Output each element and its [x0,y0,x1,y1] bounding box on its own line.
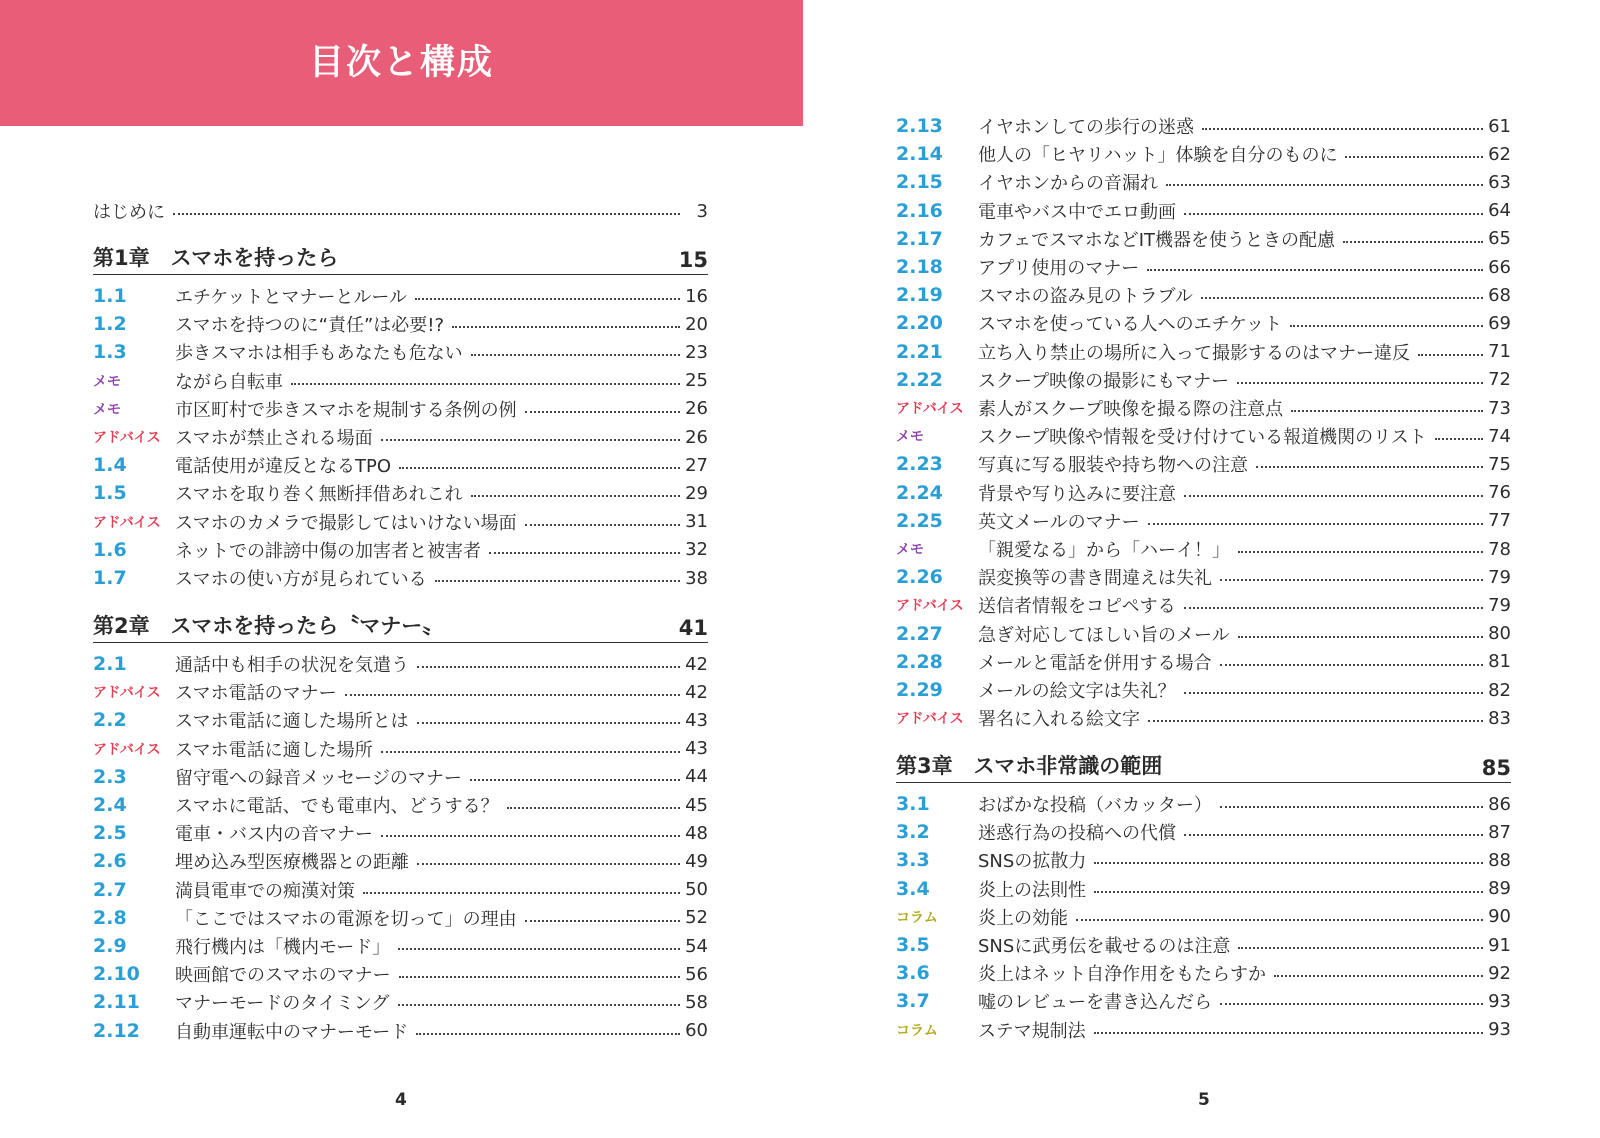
leader-dots [173,213,680,215]
entry-title: イヤホンしての歩行の迷惑 [978,117,1194,138]
intro-title: はじめに [93,202,165,223]
toc-entry[interactable] [896,450,1511,478]
entry-number: 2.24 [896,481,943,504]
entry-number: 2.17 [896,227,943,250]
leader-dots [1184,213,1483,215]
entry-title: スマホを取り巻く無断拝借あれこれ [175,484,463,506]
leader-dots [1166,184,1483,186]
toc-entry[interactable] [896,931,1511,959]
toc-entry[interactable] [896,676,1511,704]
entry-number: 1.3 [93,341,127,364]
entry-title: 迷惑行為の投稿への代償 [978,823,1176,845]
leader-dots [525,411,680,413]
entry-number: アドバイス [896,401,964,417]
entry-number: 2.15 [896,171,943,194]
chapter-heading-2[interactable] [93,612,708,643]
leader-dots [1237,382,1483,384]
entry-page: 42 [685,653,708,675]
toc-entry[interactable] [93,735,708,763]
entry-title: 写真に写る服装や持ち物への注意 [978,455,1248,477]
entry-number: 2.26 [896,566,943,589]
toc-entry[interactable] [896,507,1511,535]
leader-dots [398,1004,680,1006]
entry-title: スマホが禁止される場面 [175,428,373,449]
entry-page: 42 [685,681,708,703]
toc-entry[interactable] [93,423,708,451]
entry-page: 89 [1488,878,1511,900]
entry-title: 炎上はネット自浄作用をもたらすか [978,964,1266,986]
leader-dots [507,807,680,809]
entry-number: 1.6 [93,538,127,561]
entry-number: 1.5 [93,482,127,505]
leader-dots [1094,891,1483,893]
toc-entry[interactable] [93,791,708,819]
entry-title: 電車やバス中でエロ動画 [978,201,1176,223]
entry-number: 1.4 [93,454,127,477]
toc-entry[interactable] [896,253,1511,281]
entry-page: 64 [1488,200,1511,222]
entry-number: 2.4 [93,794,127,816]
leader-dots [471,354,680,356]
intro-page: 3 [696,200,708,222]
entry-title: 電車・バス内の音マナー [175,824,373,846]
page-number-right: 5 [1198,1090,1210,1110]
leader-dots [1274,975,1483,977]
entry-number: 1.2 [93,313,127,336]
toc-entry[interactable] [896,620,1511,648]
entry-number: 2.28 [896,650,943,673]
leader-dots [452,326,680,328]
entry-page: 87 [1488,821,1511,843]
entry-page: 38 [685,567,708,589]
entry-page: 29 [685,482,708,504]
toc-entry[interactable] [93,282,708,310]
leader-dots [416,1033,680,1035]
entry-page: 44 [685,766,708,788]
leader-dots [1202,128,1483,130]
leader-dots [1148,720,1483,722]
entry-page: 16 [685,285,708,307]
entry-number: アドバイス [93,741,161,758]
toc-entry[interactable] [93,678,708,706]
entry-title: 急ぎ対応してほしい旨のメール [978,624,1230,646]
entry-title: 満員電車での痴漢対策 [175,880,355,902]
entry-number: 3.6 [896,962,930,985]
entry-page: 90 [1488,906,1511,928]
toc-entry[interactable] [93,564,708,592]
toc-entry[interactable] [896,394,1511,422]
entry-title: 炎上の法則性 [978,879,1086,901]
entry-page: 43 [685,709,708,731]
leader-dots [417,666,680,668]
toc-entry[interactable] [896,846,1511,874]
entry-number: 2.22 [896,368,943,391]
entry-page: 79 [1488,566,1511,588]
chapter-title: 第1章 スマホを持ったら [93,246,339,270]
entry-title: 埋め込み型医療機器との距離 [175,852,409,874]
entry-number: 3.7 [896,990,930,1013]
entry-title: スマホの使い方が見られている [175,569,427,590]
entry-number: アドバイス [896,598,964,615]
entry-number: 2.14 [896,143,943,166]
entry-title: 立ち入り禁止の場所に入って撮影するのはマナー違反 [978,342,1410,364]
leader-dots [1290,325,1483,327]
chapter-page: 15 [678,248,708,272]
entry-number: 2.16 [896,199,943,222]
entry-title: 英文メールのマナー [978,511,1140,533]
entry-title: ながら自転車 [175,371,283,393]
entry-page: 88 [1488,849,1511,871]
entry-number: コラム [896,1022,938,1039]
entry-number: 2.25 [896,509,943,532]
entry-page: 32 [685,539,708,561]
entry-number: メモ [896,542,924,558]
toc-entry[interactable] [93,536,708,564]
entry-title: スクープ映像の撮影にもマナー [978,370,1230,392]
entry-title: 「親愛なる」から「ハーイ！」 [978,540,1230,561]
toc-entry[interactable] [896,535,1511,563]
entry-number: コラム [896,909,938,926]
toc-entry[interactable] [93,508,708,536]
chapter-heading-3[interactable] [896,752,1511,783]
leader-dots [1184,495,1483,497]
entry-title: スマホ電話のマナー [175,683,337,705]
toc-entry[interactable] [93,706,708,734]
entry-title: 炎上の効能 [978,907,1068,929]
leader-dots [1238,636,1483,638]
entry-title: スマホ電話に適した場所とは [175,711,409,733]
entry-page: 79 [1488,594,1511,616]
entry-title: メールの絵文字は失礼？ [978,681,1176,702]
entry-title: マナーモードのタイミング [175,993,390,1015]
entry-page: 63 [1488,171,1511,193]
chapter-title: 第2章 スマホを持ったら〝マナー〟 [93,614,444,638]
entry-page: 69 [1488,312,1511,334]
entry-page: 92 [1488,962,1511,984]
entry-number: 2.20 [896,312,943,335]
entry-number: 2.5 [93,822,127,845]
toc-entry[interactable] [896,648,1511,676]
leader-dots [1076,919,1483,921]
entry-page: 74 [1488,425,1511,447]
entry-title: 留守電への録音メッセージのマナー [175,767,462,789]
entry-page: 58 [685,991,708,1013]
entry-number: 3.1 [896,793,930,815]
leader-dots [415,298,680,300]
leader-dots [1238,947,1483,949]
leader-dots [381,439,680,441]
leader-dots [1184,607,1483,609]
leader-dots [1220,664,1483,666]
leader-dots [1201,297,1483,299]
leader-dots [1418,354,1483,356]
entry-title: スマホを持つのに“責任”は必要!? [175,315,445,337]
entry-number: 1.1 [93,285,127,307]
leader-dots [381,835,680,837]
leader-dots [399,976,680,978]
entry-number: 2.10 [93,963,140,986]
leader-dots [1094,862,1483,864]
entry-page: 78 [1488,538,1511,560]
entry-page: 61 [1488,115,1511,137]
entry-number: 2.11 [93,991,140,1014]
entry-number: 2.29 [896,679,943,701]
entry-page: 77 [1488,510,1511,532]
toc-entry[interactable] [896,818,1511,846]
entry-number: 2.7 [93,878,127,901]
entry-title: スマホに電話、でも電車内、どうする？ [175,796,499,817]
toc-entry[interactable] [896,959,1511,987]
toc-entry[interactable] [93,847,708,875]
toc-entry[interactable] [896,168,1511,196]
toc-entry[interactable] [896,225,1511,253]
leader-dots [525,920,680,922]
entry-page: 62 [1488,143,1511,165]
entry-title: スマホを使っている人へのエチケット [978,314,1283,336]
toc-entry[interactable] [896,479,1511,507]
chapter-title: 第3章 スマホ非常識の範囲 [896,754,1163,778]
entry-page: 56 [685,963,708,985]
leader-dots [345,694,680,696]
entry-page: 68 [1488,284,1511,306]
leader-dots [1184,692,1483,694]
toc-entry[interactable] [93,763,708,791]
entry-title: 誤変換等の書き間違えは失礼 [978,568,1212,590]
entry-page: 27 [685,454,708,476]
entry-number: 2.2 [93,709,127,732]
toc-entry[interactable] [896,704,1511,732]
entry-page: 76 [1488,482,1511,504]
entry-page: 81 [1488,651,1511,673]
toc-intro-row[interactable] [93,197,708,225]
entry-number: アドバイス [93,430,161,446]
entry-page: 86 [1488,793,1511,815]
toc-entry[interactable] [896,112,1511,140]
leader-dots [417,722,680,724]
leader-dots [1220,579,1483,581]
toc-entry[interactable] [93,479,708,507]
entry-number: 2.6 [93,850,127,873]
entry-page: 49 [685,850,708,872]
entry-number: 2.18 [896,256,943,278]
entry-title: ステマ規制法 [978,1020,1086,1042]
entry-page: 65 [1488,228,1511,250]
entry-page: 26 [685,426,708,448]
leader-dots [1291,410,1483,412]
entry-title: 署名に入れる絵文字 [978,709,1140,731]
leader-dots [1220,806,1483,808]
chapter-page: 41 [678,616,708,640]
entry-title: アプリ使用のマナー [978,258,1140,279]
entry-number: 2.12 [93,1019,140,1042]
entry-number: メモ [896,429,924,446]
toc-entry[interactable] [93,1017,708,1045]
leader-dots [1345,156,1483,158]
leader-dots [1147,269,1483,271]
entry-number: 1.7 [93,567,127,589]
entry-number: 3.3 [896,849,930,872]
entry-page: 91 [1488,934,1511,956]
toc-entry[interactable] [896,422,1511,450]
toc-entry[interactable] [896,281,1511,309]
entry-number: 2.13 [896,115,943,137]
toc-entry[interactable] [896,1016,1511,1044]
entry-page: 60 [685,1020,708,1042]
entry-number: 2.23 [896,453,943,476]
toc-entry[interactable] [896,309,1511,337]
toc-entry[interactable] [896,591,1511,619]
entry-number: 3.4 [896,877,930,900]
toc-entry[interactable] [93,960,708,988]
entry-page: 72 [1488,369,1511,391]
leader-dots [398,948,680,950]
toc-entry[interactable] [896,366,1511,394]
toc-entry[interactable] [896,197,1511,225]
leader-dots [399,467,680,469]
toc-entry[interactable] [93,367,708,395]
entry-title: 他人の「ヒヤリハット」体験を自分のものに [978,145,1338,167]
toc-entry[interactable] [93,395,708,423]
toc-entry[interactable] [93,650,708,678]
entry-number: 2.9 [93,935,127,957]
entry-title: 「ここではスマホの電源を切って」の理由 [175,908,517,930]
leader-dots [381,751,680,753]
entry-number: 2.1 [93,653,127,675]
entry-page: 26 [685,398,708,420]
entry-page: 45 [685,794,708,816]
leader-dots [435,580,680,582]
entry-title: スマホのカメラで撮影してはいけない場面 [175,512,517,534]
entry-title: 通話中も相手の状況を気遣う [175,655,409,676]
toc-entry[interactable] [896,338,1511,366]
entry-page: 43 [685,738,708,760]
entry-number: 2.8 [93,906,127,929]
toc-entry[interactable] [896,140,1511,168]
entry-title: SNSの拡散力 [978,851,1087,873]
entry-title: 送信者情報をコピペする [978,596,1176,618]
toc-entry[interactable] [93,310,708,338]
leader-dots [1343,241,1483,243]
entry-number: メモ [93,373,121,390]
entry-title: 背景や写り込みに要注意 [978,483,1176,505]
entry-number: アドバイス [93,685,161,702]
entry-number: 3.2 [896,821,930,844]
entry-number: 2.3 [93,765,127,788]
entry-title: 自動車運転中のマナーモード [175,1021,409,1043]
toc-entry[interactable] [896,875,1511,903]
entry-title: スマホの盗み見のトラブル [978,286,1193,308]
toc-entry[interactable] [93,819,708,847]
entry-title: カフェでスマホなどIT機器を使うときの配慮 [978,229,1336,251]
entry-page: 93 [1488,1019,1511,1041]
leader-dots [363,892,680,894]
toc-entry[interactable] [896,987,1511,1015]
entry-page: 73 [1488,397,1511,419]
page-title: 目次と構成 [308,43,494,83]
toc-entry[interactable] [93,876,708,904]
leader-dots [470,779,680,781]
toc-entry[interactable] [896,563,1511,591]
entry-page: 54 [685,935,708,957]
entry-page: 25 [685,370,708,392]
chapter-heading-1[interactable] [93,244,708,275]
toc-entry[interactable] [93,932,708,960]
entry-page: 50 [685,879,708,901]
entry-title: SNSに武勇伝を載せるのは注意 [978,936,1231,957]
entry-title: 素人がスクープ映像を撮る際の注意点 [978,399,1284,420]
chapter-page: 85 [1481,756,1511,780]
entry-page: 82 [1488,679,1511,701]
entry-title: イヤホンからの音漏れ [978,173,1158,195]
leader-dots [1148,523,1483,525]
entry-page: 52 [685,907,708,929]
leader-dots [1094,1032,1483,1034]
entry-title: 飛行機内は「機内モード」 [175,937,391,958]
entry-title: 嘘のレビューを書き込んだら [978,992,1212,1014]
entry-title: 電話使用が違反となるTPO [175,456,392,478]
toc-entry[interactable] [93,338,708,366]
entry-page: 20 [685,313,708,335]
toc-entry[interactable] [93,904,708,932]
entry-title: おばかな投稿（バカッター） [978,795,1212,816]
leader-dots [417,863,680,865]
leader-dots [489,552,680,554]
entry-page: 31 [685,511,708,533]
toc-entry[interactable] [93,988,708,1016]
entry-title: ネットでの誹謗中傷の加害者と被害者 [175,540,481,562]
entry-number: 2.21 [896,340,943,363]
page-number-left: 4 [395,1090,407,1110]
entry-page: 93 [1488,990,1511,1012]
entry-title: メールと電話を併用する場合 [978,652,1212,674]
leader-dots [1184,834,1483,836]
toc-entry[interactable] [896,790,1511,818]
entry-page: 23 [685,341,708,363]
leader-dots [1256,466,1483,468]
entry-number: アドバイス [93,514,161,531]
entry-number: 3.5 [896,934,930,956]
toc-entry[interactable] [896,903,1511,931]
leader-dots [525,524,680,526]
entry-title: スクープ映像や情報を受け付けている報道機関のリスト [978,427,1427,449]
leader-dots [291,383,680,385]
leader-dots [1238,551,1483,553]
entry-title: 歩きスマホは相手もあなたも危ない [175,343,463,365]
leader-dots [1220,1003,1483,1005]
entry-title: エチケットとマナーとルール [175,287,408,308]
entry-page: 71 [1488,341,1511,363]
entry-number: 2.27 [896,622,943,645]
entry-title: スマホ電話に適した場所 [175,739,373,761]
entry-page: 80 [1488,623,1511,645]
entry-page: 48 [685,822,708,844]
entry-number: 2.19 [896,284,943,307]
entry-number: メモ [93,401,121,418]
entry-number: アドバイス [896,711,964,728]
entry-page: 75 [1488,453,1511,475]
entry-title: 市区町村で歩きスマホを規制する条例の例 [175,399,517,421]
leader-dots [471,495,680,497]
entry-page: 66 [1488,256,1511,278]
entry-title: 映画館でのスマホのマナー [175,965,391,987]
entry-page: 83 [1488,707,1511,729]
toc-entry[interactable] [93,451,708,479]
leader-dots [1435,438,1483,440]
